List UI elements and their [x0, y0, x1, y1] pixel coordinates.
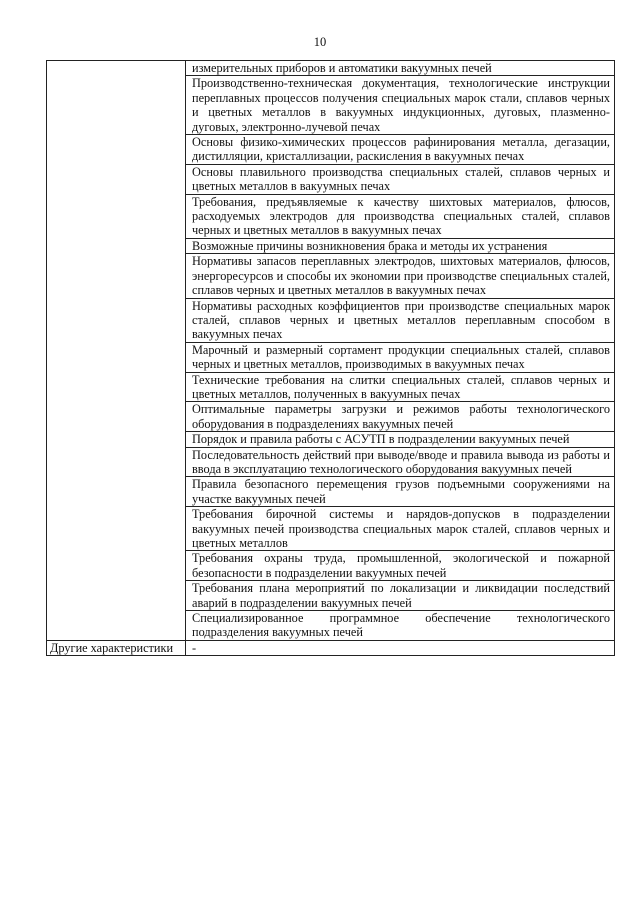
requirements-table — [46, 60, 615, 656]
knowledge-item: Требования охраны труда, промышленной, экологической и пожарной безопасности в подразделении вакуумных печей — [186, 551, 615, 581]
knowledge-item: Последовательность действий при выводе/вводе и правила вывода из работы и ввода в эксплуатацию технологического оборудования вакуумных печей — [186, 447, 615, 477]
knowledge-item: Требования, предъявляемые к качеству шихтовых материалов, флюсов, расходуемых электродов для производства специальных сталей, сплавов черных и цветных металлов в вакуумных печах — [186, 194, 615, 238]
knowledge-item: Нормативы запасов переплавных электродов, шихтовых материалов, флюсов, энергоресурсов и способы их экономии при производстве специальных сталей, сплавов черных и цветных металлов в вакуумных печах — [186, 254, 615, 298]
knowledge-item: Возможные причины возникновения брака и методы их устранения — [186, 238, 615, 253]
knowledge-item: Технические требования на слитки специальных сталей, сплавов черных и цветных металлов, полученных в вакуумных печах — [186, 372, 615, 402]
knowledge-item: Марочный и размерный сортамент продукции специальных сталей, сплавов черных и цветных металлов, производимых в вакуумных печах — [186, 342, 615, 372]
table-row — [47, 61, 615, 76]
knowledge-item: измерительных приборов и автоматики вакуумных печей — [186, 61, 615, 76]
knowledge-item: Оптимальные параметры загрузки и режимов работы технологического оборудования в подразделениях вакуумных печей — [186, 402, 615, 432]
other-characteristics-value: - — [186, 640, 615, 655]
knowledge-item: Основы физико-химических процессов рафинирования металла, дегазации, дистилляции, кристаллизации, раскисления в вакуумных печах — [186, 135, 615, 165]
knowledge-item: Специализированное программное обеспечение технологического подразделения вакуумных печей — [186, 611, 615, 641]
other-characteristics-row — [47, 640, 615, 655]
knowledge-item: Порядок и правила работы с АСУТП в подразделении вакуумных печей — [186, 432, 615, 447]
page-number: 10 — [313, 35, 327, 49]
knowledge-item: Правила безопасного перемещения грузов подъемными сооружениями на участке вакуумных печей — [186, 477, 615, 507]
knowledge-item: Требования плана мероприятий по локализации и ликвидации последствий аварий в подразделении вакуумных печей — [186, 581, 615, 611]
left-column-empty-cell — [47, 61, 186, 641]
knowledge-item: Нормативы расходных коэффициентов при производстве специальных марок сталей, сплавов черных и цветных металлов переплавным способом в вакуумных печах — [186, 298, 615, 342]
knowledge-item: Производственно-техническая документация, технологические инструкции переплавных процессов получения специальных марок стали, сплавов черных и цветных металлов в вакуумных индукционных, дуговых, плазменно-дуговых, электронно-лучевой печах — [186, 76, 615, 135]
other-characteristics-label: Другие характеристики — [47, 640, 186, 655]
knowledge-item: Требования бирочной системы и нарядов-допусков в подразделении вакуумных печей производства специальных марок сталей, сплавов черных и цветных металлов — [186, 507, 615, 551]
knowledge-item: Основы плавильного производства специальных сталей, сплавов черных и цветных металлов в вакуумных печах — [186, 164, 615, 194]
